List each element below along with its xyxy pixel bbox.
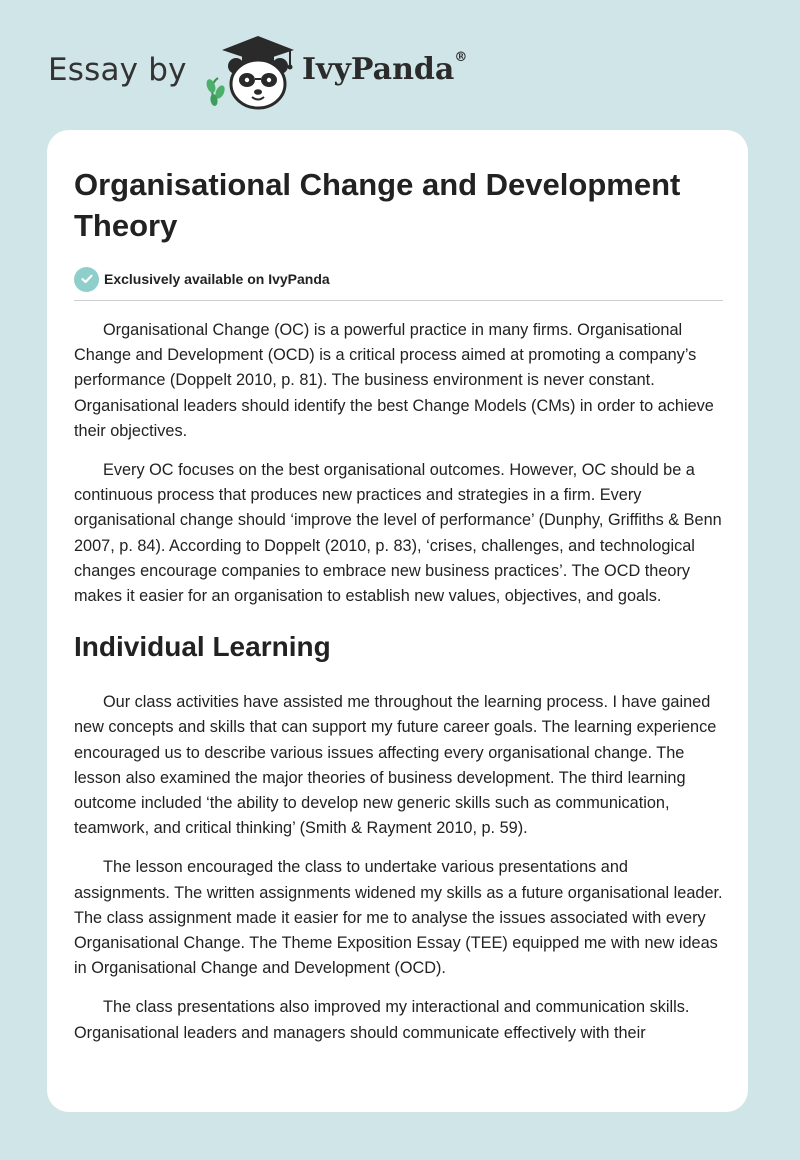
panda-mascot-icon [202,34,302,110]
essay-body [74,318,724,1046]
paragraph: Our class activities have assisted me throughout the learning process. I have gained new concepts and skills that can support my future career goals. The learning experience encouraged us to describe various issues affecting every organisational change. The lesson also examined the major theories of business development. The third learning outcome included ‘the ability to develop new generic skills such as communication, teamwork, and critical thinking’ (Smith & Rayment 2010, p. 59). [74,693,717,838]
brand-name: IvyPanda® [302,50,468,87]
brand-logo[interactable] [48,30,468,110]
paragraph: Every OC focuses on the best organisational outcomes. However, OC should be a continuous process that produces new practices and strategies in a firm. Every organisational change should ‘improve the level of performance’ (Dunphy, Griffiths & Benn 2007, p. 84). According to Doppelt (2010, p. 83), ‘crises, challenges, and technological changes encourage companies to embrace new business practices’. The OCD theory makes it easier for an organisation to establish new values, objectives, and goals. [74,461,722,606]
section-heading: Individual Learning [74,631,331,663]
registered-mark: ® [454,50,468,65]
badge-label: Exclusively available on IvyPanda [104,271,330,287]
exclusive-badge [74,266,724,292]
paragraph: The class presentations also improved my interactional and communication skills. Organisational leaders and managers should communicate effectively with their [74,998,690,1042]
check-circle-icon [74,267,99,292]
essay-card [47,130,748,1112]
divider [74,300,723,301]
page-title: Organisational Change and Development Theory [74,167,681,243]
paragraph: Organisational Change (OC) is a powerful practice in many firms. Organisational Change and Development (OCD) is a critical process aimed at promoting a company’s performance (Doppelt 2010, p. 81). The business environment is never constant. Organisational leaders should identify the best Change Models (CMs) in order to achieve their objectives. [74,321,714,440]
brand-prefix: Essay by [48,52,187,88]
paragraph: The lesson encouraged the class to undertake various presentations and assignments. The written assignments widened my skills as a future organisational leader. The class assignment made it easier for me to analyse the issues associated with every Organisational Change. The Theme Exposition Essay (TEE) equipped me with new ideas in Organisational Change and Development (OCD). [74,858,723,978]
